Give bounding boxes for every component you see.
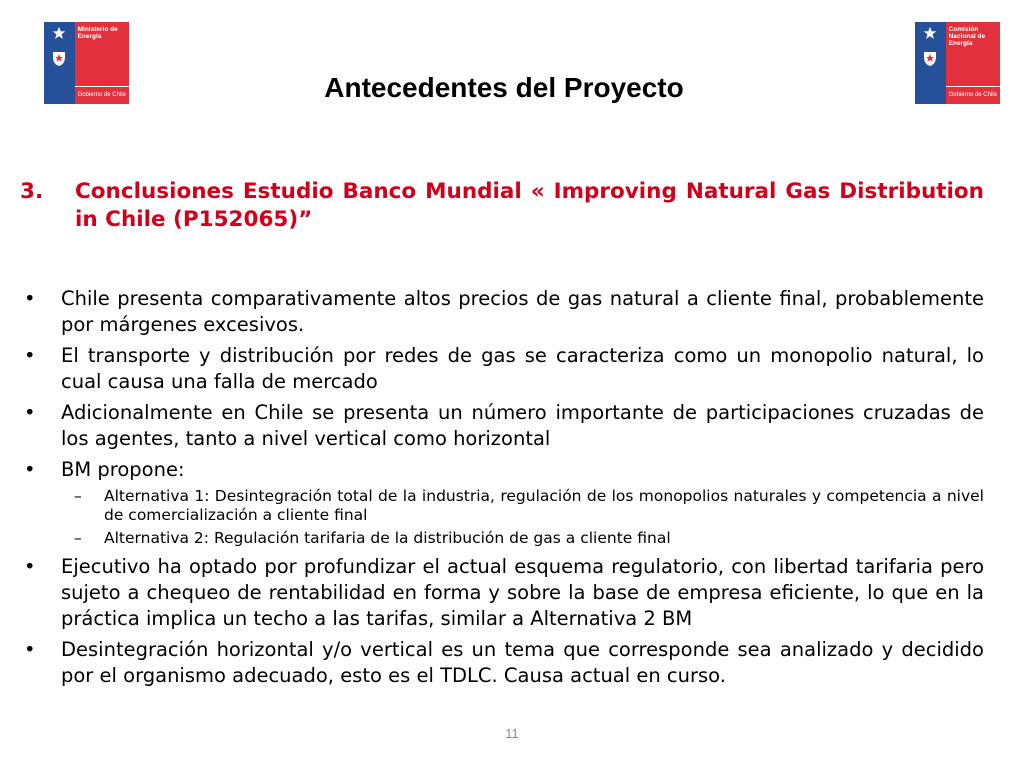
sub-bullet-item <box>20 487 984 525</box>
sub-bullet-item <box>20 529 984 548</box>
slide-content <box>20 178 984 689</box>
slide-title: Antecedentes del Proyecto <box>324 72 684 103</box>
bullet-text: Chile presenta comparativamente altos precios de gas natural a cliente final, probablemente por márgenes excesivos. <box>61 287 984 336</box>
bullet-item <box>20 286 984 338</box>
bullet-icon: • <box>24 638 36 661</box>
logo-org-name: Ministerio de Energía <box>77 26 118 40</box>
bullet-icon: • <box>24 555 36 578</box>
star-icon <box>923 26 937 40</box>
bullet-text: El transporte y distribución por redes de gas se caracteriza como un monopolio natural, lo cual causa una falla de mercado <box>61 344 984 393</box>
coat-of-arms-icon <box>50 44 68 68</box>
section-number: 3. <box>20 179 44 204</box>
page-number: 11 <box>505 726 519 741</box>
bullet-item <box>20 343 984 395</box>
bullet-text: Adicionalmente en Chile se presenta un número importante de participaciones cruzadas de los agentes, tanto a nivel vertical como horizontal <box>61 401 984 450</box>
bullet-text: Ejecutivo ha optado por profundizar el actual esquema regulatorio, con libertad tarifaria pero sujeto a chequeo de rentabilidad en forma y sobre la base de empresa eficiente, lo que en la práctica implica un techo a las tarifas, similar a Alternativa 2 BM <box>61 555 984 630</box>
bullet-icon: • <box>24 458 36 481</box>
section-heading <box>20 178 984 234</box>
logo-org-name: Comisión Nacional de Energía <box>948 26 986 47</box>
bullet-icon: • <box>24 287 36 310</box>
sub-bullet-text: Alternativa 1: Desintegración total de la industria, regulación de los monopolios naturales y competencia a nivel de comercialización a cliente final <box>104 487 984 524</box>
bullet-item <box>20 457 984 483</box>
bullet-item <box>20 554 984 632</box>
dash-icon: – <box>74 487 82 505</box>
section-heading-text: Conclusiones Estudio Banco Mundial « Improving Natural Gas Distribution in Chile (P152065)” <box>75 179 984 232</box>
dash-icon: – <box>74 529 82 547</box>
bullet-item <box>20 637 984 689</box>
bullet-item <box>20 400 984 452</box>
bullet-icon: • <box>24 344 36 367</box>
bullet-text: BM propone: <box>61 458 185 481</box>
logo-gobierno-text: Gobierno de Chile <box>77 92 126 98</box>
coat-of-arms-icon <box>921 44 939 68</box>
bullet-icon: • <box>24 401 36 424</box>
sub-bullet-text: Alternativa 2: Regulación tarifaria de la distribución de gas a cliente final <box>104 529 671 547</box>
bullet-text: Desintegración horizontal y/o vertical es un tema que corresponde sea analizado y decidido por el organismo adecuado, esto es el TDLC. Causa actual en curso. <box>61 638 984 687</box>
logo-gobierno-text: Gobierno de Chile <box>948 92 997 98</box>
star-icon <box>52 26 66 40</box>
